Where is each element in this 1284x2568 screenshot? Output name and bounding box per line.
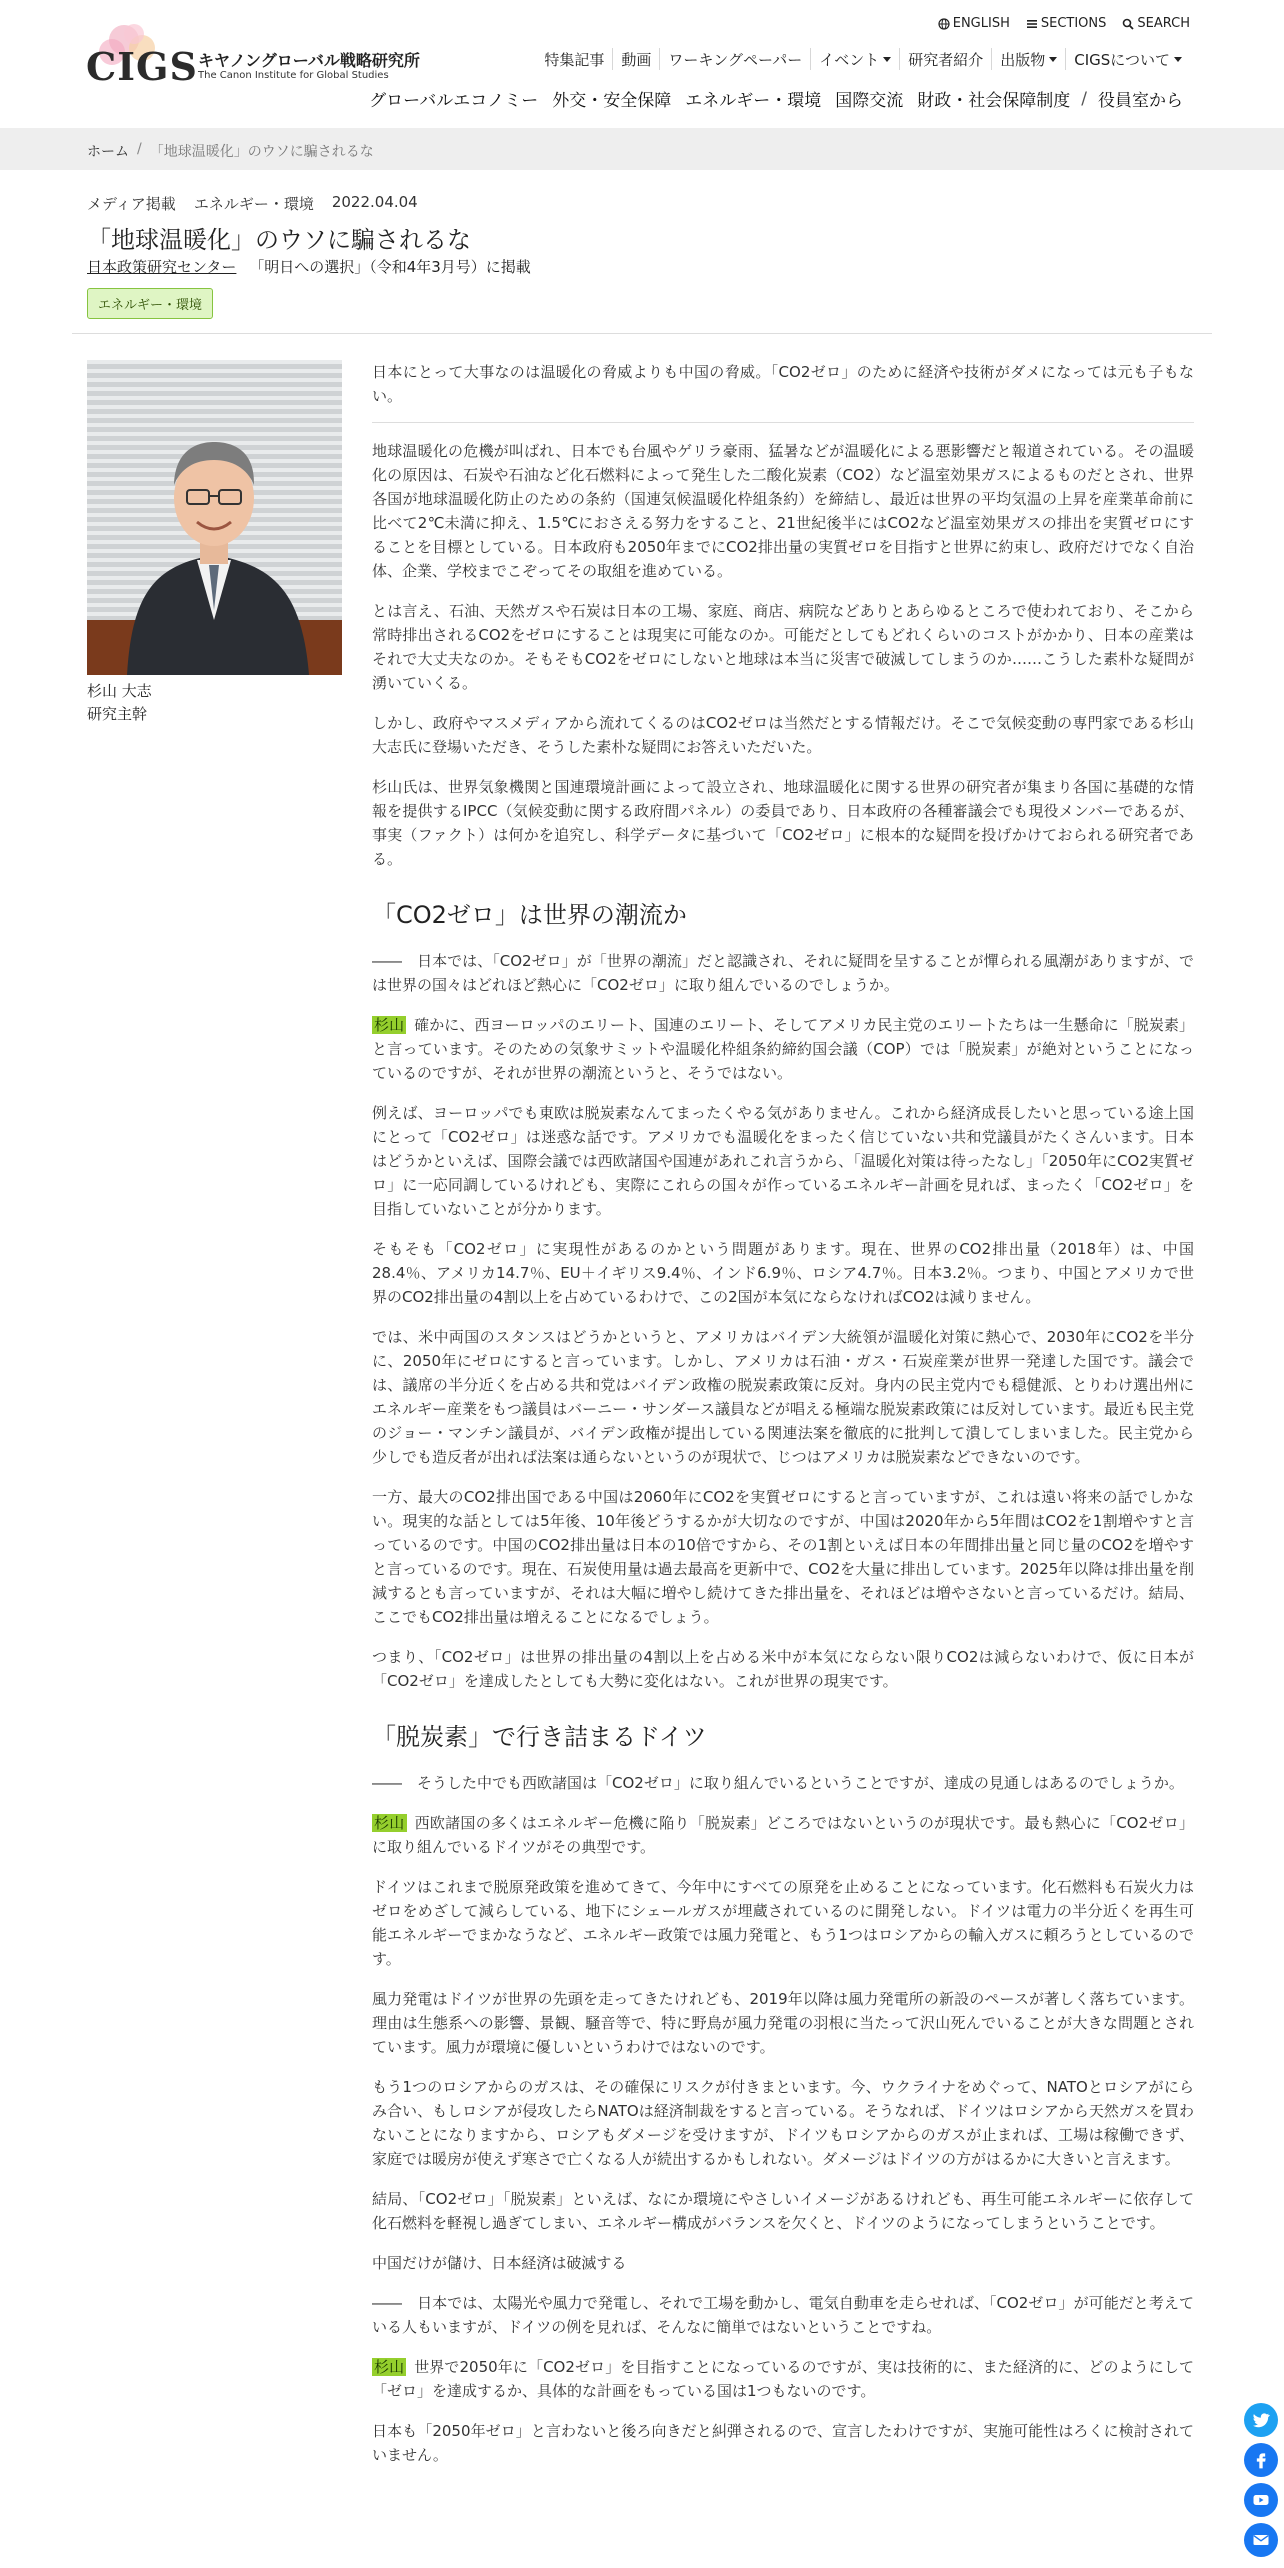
logo-text: CIGS xyxy=(86,44,198,89)
util-english-label: ENGLISH xyxy=(952,16,1010,31)
subnav-working-papers[interactable]: ワーキングペーパー xyxy=(668,50,803,69)
body-paragraph: 一方、最大のCO2排出国である中国は2060年にCO2を実質ゼロにすると言っていますが、これは遠い将来の話でしかない。現実的な話としては5年後、10年後どうするかが大切なのですが、中国は2020年から5年間はCO2を1割増やすと言っているのです。中国のCO2排出量は日本の10倍ですから、その1割といえば日本の年間排出量と同じ量のCO2を増やすと言っているのです。現在、石炭使用量は過去最高を更新中で、CO2を大量に排出しています。2025年以降は排出量を削減するとも言っていますが、それは大幅に増やし続けてきた排出量を、それほどは増やさないと言っているだけ。結局、ここでもCO2排出量は増えることになるでしょう。 xyxy=(372,1488,1194,1626)
subnav-events-label: イベント xyxy=(819,50,880,69)
nav-international-exchange[interactable]: 国際交流 xyxy=(835,91,904,111)
article-meta xyxy=(87,193,418,214)
breadcrumb xyxy=(87,141,374,161)
author-role: 研究主幹 xyxy=(87,705,148,723)
main-nav xyxy=(362,86,1190,111)
breadcrumb-divider: / xyxy=(137,141,142,157)
author-photo xyxy=(87,360,342,675)
util-search-link[interactable] xyxy=(1122,16,1190,31)
article-lead: 日本にとって大事なのは温暖化の脅威よりも中国の脅威。「CO2ゼロ」のために経済や技術がダメになっては元も子もない。 xyxy=(372,363,1194,405)
youtube-icon xyxy=(1251,2490,1271,2510)
interview-question: ―― 日本では、太陽光や風力で発電し、それで工場を動かし、電気自動車を走らせれば、「CO2ゼロ」が可能だと考えている人もいますが、ドイツの例を見れば、そんなに簡単ではないということですね。 xyxy=(372,2294,1194,2336)
article-date: 2022.04.04 xyxy=(331,193,418,211)
search-icon xyxy=(1122,18,1134,30)
globe-icon xyxy=(938,18,950,30)
lead-divider xyxy=(372,422,1194,423)
page-title: 「地球温暖化」のウソに騙されるな xyxy=(87,226,471,254)
body-paragraph: 風力発電はドイツが世界の先頭を走ってきたけれども、2019年以降は風力発電所の新設のペースが著しく落ちています。理由は生態系への影響、景観、騒音等で、特に野鳥が風力発電の羽根に当たって沢山死んでいることが大きな問題とされています。風力が環境に優しいというわけではないのです。 xyxy=(372,1990,1194,2056)
sub-nav xyxy=(536,48,1190,70)
youtube-link-button[interactable] xyxy=(1244,2483,1278,2517)
mail-share-button[interactable] xyxy=(1244,2523,1278,2557)
breadcrumb-bar xyxy=(0,128,1284,170)
util-sections-link[interactable] xyxy=(1026,16,1107,31)
subnav-events[interactable] xyxy=(811,49,899,70)
subnav-researchers[interactable]: 研究者紹介 xyxy=(908,50,984,69)
body-paragraph: では、米中両国のスタンスはどうかというと、アメリカはバイデン大統領が温暖化対策に熱心で、2030年にCO2を半分に、2050年にゼロにすると言っています。しかし、アメリカは石油・ガス・石炭産業が世界一発達した国です。議会では、議席の半分近くを占める共和党はバイデン政権の脱炭素政策に反対。身内の民主党内でも穏健派、とりわけ選出州にエネルギー産業をもつ議員はバーニー・サンダース議員などが唱える極端な脱炭素政策には反対しています。最近も民主党のジョー・マンチン議員が、バイデン政権が提出している関連法案を徹底的に批判して潰してしまいました。民主党から少しでも造反者が出れば法案は通らないというのが現状で、じつはアメリカは脱炭素などできないのです。 xyxy=(372,1328,1194,1466)
answer-text: 西欧諸国の多くはエネルギー危機に陥り「脱炭素」どころではないというのが現状です。最も熱心に「CO2ゼロ」に取り組んでいるドイツがその典型です。 xyxy=(372,1814,1194,1856)
breadcrumb-current: 「地球温暖化」のウソに騙されるな xyxy=(149,144,374,160)
body-paragraph: もう1つのロシアからのガスは、その確保にリスクが付きまといます。今、ウクライナをめぐって、NATOとロシアがにらみ合い、もしロシアが侵攻したらNATOは経済制裁をすると言っている。そうなれば、ドイツはロシアから天然ガスを買わないことになりますから、ロシアもダメージを受けますが、ドイツもロシアからのガスが止まれば、工場は稼働できず、家庭では暖房が使えず寒さで亡くなる人が続出するかもしれない。ダメージはドイツの方がはるかに大きいと言えます。 xyxy=(372,2078,1194,2168)
article-category[interactable]: エネルギー・環境 xyxy=(193,195,314,213)
section-heading: 「CO2ゼロ」は世界の潮流か xyxy=(372,901,687,929)
intro-paragraph: 杉山氏は、世界気象機関と国連環境計画によって設立され、地球温暖化に関する世界の研究者が集まり各国に基礎的な情報を提供するIPCC（気候変動に関する政府間パネル）の委員であり、日本政府の各種審議会でも現役メンバーであるが、事実（ファクト）は何かを追究し、科学データに基づいて「CO2ゼロ」に根本的な疑問を投げかけておられる研究者である。 xyxy=(372,778,1194,868)
answer-text: 確かに、西ヨーロッパのエリート、国連のエリート、そしてアメリカ民主党のエリートたちは一生懸命に「脱炭素」と言っています。そのための気象サミットや温暖化枠組条約締約国会議（COP）では「脱炭素」が絶対ということになっているのですが、それが世界の潮流というと、そうではない。 xyxy=(372,1016,1194,1082)
speaker-badge: 杉山 xyxy=(374,1814,405,1832)
nav-diplomacy-security[interactable]: 外交・安全保障 xyxy=(552,91,672,111)
mail-icon xyxy=(1251,2530,1271,2550)
util-search-label: SEARCH xyxy=(1137,16,1190,31)
author-name[interactable]: 杉山 大志 xyxy=(87,682,152,700)
intro-paragraph: 地球温暖化の危機が叫ばれ、日本でも台風やゲリラ豪雨、猛暑などが温暖化による悪影響だと報道されている。その温暖化の原因は、石炭や石油など化石燃料によって発生した二酸化炭素（CO2）など温室効果ガスによるものだとされ、世界各国が地球温暖化防止のための条約（国連気候温暖化枠組条約）を締結し、最近は世界の平均気温の上昇を産業革命前に比べて2℃未満に抑え、1.5℃におさえる努力をすること、21世紀後半にはCO2など温室効果ガスの排出を実質ゼロにすることを目標としている。日本政府も2050年までにCO2排出量の実質ゼロを目指すと世界に約束し、政府だけでなく自治体、企業、学校までこぞってその取組を進めている。 xyxy=(372,442,1194,580)
source-publication: 「明日への選択」（令和4年3月号）に掲載 xyxy=(249,258,531,276)
logo-en-name: The Canon Institute for Global Studies xyxy=(198,70,389,81)
logo-jp-name: キヤノングローバル戦略研究所 xyxy=(198,51,420,70)
article-source xyxy=(87,256,531,277)
body-paragraph: 例えば、ヨーロッパでも東欧は脱炭素なんてまったくやる気がありません。これから経済成長したいと思っている途上国にとって「CO2ゼロ」は迷惑な話です。アメリカでも温暖化をまったく信じていない共和党議員がたくさんいます。日本はどうかといえば、国際会議では西欧諸国や国連があれこれ言うから、「温暖化対策は待ったなし」「2050年にCO2実質ゼロ」に一応同調しているけれども、実際にこれらの国々が作っているエネルギー計画を見れば、まったく「CO2ゼロ」を目指していないことが分かります。 xyxy=(372,1104,1194,1218)
body-paragraph: そもそも「CO2ゼロ」に実現性があるのかという問題があります。現在、世界のCO2排出量（2018年）は、中国28.4％、アメリカ14.7％、EU＋イギリス9.4％、インド6.9％、ロシア4.7％。日本3.2％。つまり、中国とアメリカで世界のCO2排出量の4割以上を占めているわけで、この2国が本気にならなければCO2は減りません。 xyxy=(372,1240,1194,1306)
subnav-about[interactable] xyxy=(1066,49,1190,70)
body-paragraph: 日本も「2050年ゼロ」と言わないと後ろ向きだと糾弾されるので、宣言したわけですが、実施可能性はろくに検討されていません。 xyxy=(372,2422,1194,2464)
interview-answer xyxy=(372,1013,1194,1085)
nav-global-economy[interactable]: グローバルエコノミー xyxy=(369,91,539,111)
body-paragraph: 結局、「CO2ゼロ」「脱炭素」といえば、なにか環境にやさしいイメージがあるけれども、再生可能エネルギーに依存して化石燃料を軽視し過ぎてしまい、エネルギー構成がバランスを欠くと、ドイツのようになってしまうということです。 xyxy=(372,2190,1194,2232)
facebook-icon xyxy=(1251,2450,1271,2470)
subsection-heading: 中国だけが儲け、日本経済は破滅する xyxy=(372,2254,627,2272)
facebook-share-button[interactable] xyxy=(1244,2443,1278,2477)
subnav-about-label: CIGSについて xyxy=(1074,50,1170,69)
subnav-videos[interactable]: 動画 xyxy=(621,50,652,69)
header-divider xyxy=(72,333,1212,334)
section-heading: 「脱炭素」で行き詰まるドイツ xyxy=(372,1723,707,1751)
intro-paragraph: しかし、政府やマスメディアから流れてくるのはCO2ゼロは当然だとする情報だけ。そこで気候変動の専門家である杉山大志氏に登場いただき、そうした素朴な疑問にお答えいただいた。 xyxy=(372,714,1194,756)
chevron-down-icon xyxy=(883,57,891,62)
subnav-publications-label: 出版物 xyxy=(1000,50,1046,69)
article-body xyxy=(372,360,1194,2483)
category-tag[interactable]: エネルギー・環境 xyxy=(87,288,213,319)
nav-executive-office[interactable]: 役員室から xyxy=(1098,91,1183,111)
site-logo[interactable] xyxy=(86,22,420,89)
source-org-link[interactable]: 日本政策研究センター xyxy=(87,258,237,276)
util-sections-label: SECTIONS xyxy=(1040,16,1107,31)
answer-text: 世界で2050年に「CO2ゼロ」を目指すことになっているのですが、実は技術的に、また経済的に、どのようにして「ゼロ」を達成するか、具体的な計画をもっている国は1つもないのです。 xyxy=(372,2358,1194,2400)
chevron-down-icon xyxy=(1174,57,1182,62)
site-header xyxy=(0,0,1284,128)
menu-icon xyxy=(1026,18,1038,30)
speaker-badge: 杉山 xyxy=(374,2358,405,2376)
nav-slash-divider: / xyxy=(1081,88,1087,109)
intro-paragraph: とは言え、石油、天然ガスや石炭は日本の工場、家庭、商店、病院などありとあらゆるところで使われており、そこから常時排出されるCO2をゼロにすることは現実に可能なのか。可能だとしてもどれくらいのコストがかかり、日本の産業はそれで大丈夫なのか。そもそもCO2をゼロにしないと地球は本当に災害で破滅してしまうのか……こうした素朴な疑問が湧いていくる。 xyxy=(372,602,1194,692)
body-paragraph: ドイツはこれまで脱原発政策を進めてきて、今年中にすべての原発を止めることになっています。化石燃料も石炭火力はゼロをめざして減らしている、地下にシェールガスが埋蔵されているのに開発しない。ドイツは電力の半分近くを再生可能エネルギーでまかなうなど、エネルギー政策では風力発電と、もう1つはロシアからの輸入ガスに頼ろうとしているのです。 xyxy=(372,1878,1194,1968)
author-portrait-image xyxy=(87,360,342,675)
twitter-icon xyxy=(1251,2410,1271,2430)
chevron-down-icon xyxy=(1049,57,1057,62)
nav-energy-environment[interactable]: エネルギー・環境 xyxy=(685,91,822,111)
util-english-link[interactable] xyxy=(938,16,1010,31)
interview-question: ―― 日本では、「CO2ゼロ」が「世界の潮流」だと認識され、それに疑問を呈することが憚られる風潮がありますが、では世界の国々はどれほど熱心に「CO2ゼロ」に取り組んでいるのでしょうか。 xyxy=(372,952,1194,994)
utility-nav xyxy=(938,16,1190,31)
interview-answer xyxy=(372,2355,1194,2403)
breadcrumb-home[interactable]: ホーム xyxy=(87,144,129,160)
body-paragraph: つまり、「CO2ゼロ」は世界の排出量の4割以上を占める米中が本気にならない限りCO2は減らないわけで、仮に日本が「CO2ゼロ」を達成したとしても大勢に変化はない。これが世界の現実です。 xyxy=(372,1648,1194,1690)
interview-answer xyxy=(372,1811,1194,1859)
twitter-share-button[interactable] xyxy=(1244,2403,1278,2437)
article-type: メディア掲載 xyxy=(87,195,176,213)
nav-fiscal-social[interactable]: 財政・社会保障制度 xyxy=(917,91,1071,111)
subnav-publications[interactable] xyxy=(992,49,1065,70)
subnav-features[interactable]: 特集記事 xyxy=(544,50,605,69)
speaker-badge: 杉山 xyxy=(374,1016,405,1034)
interview-question: ―― そうした中でも西欧諸国は「CO2ゼロ」に取り組んでいるということですが、達成の見通しはあるのでしょうか。 xyxy=(372,1774,1184,1792)
